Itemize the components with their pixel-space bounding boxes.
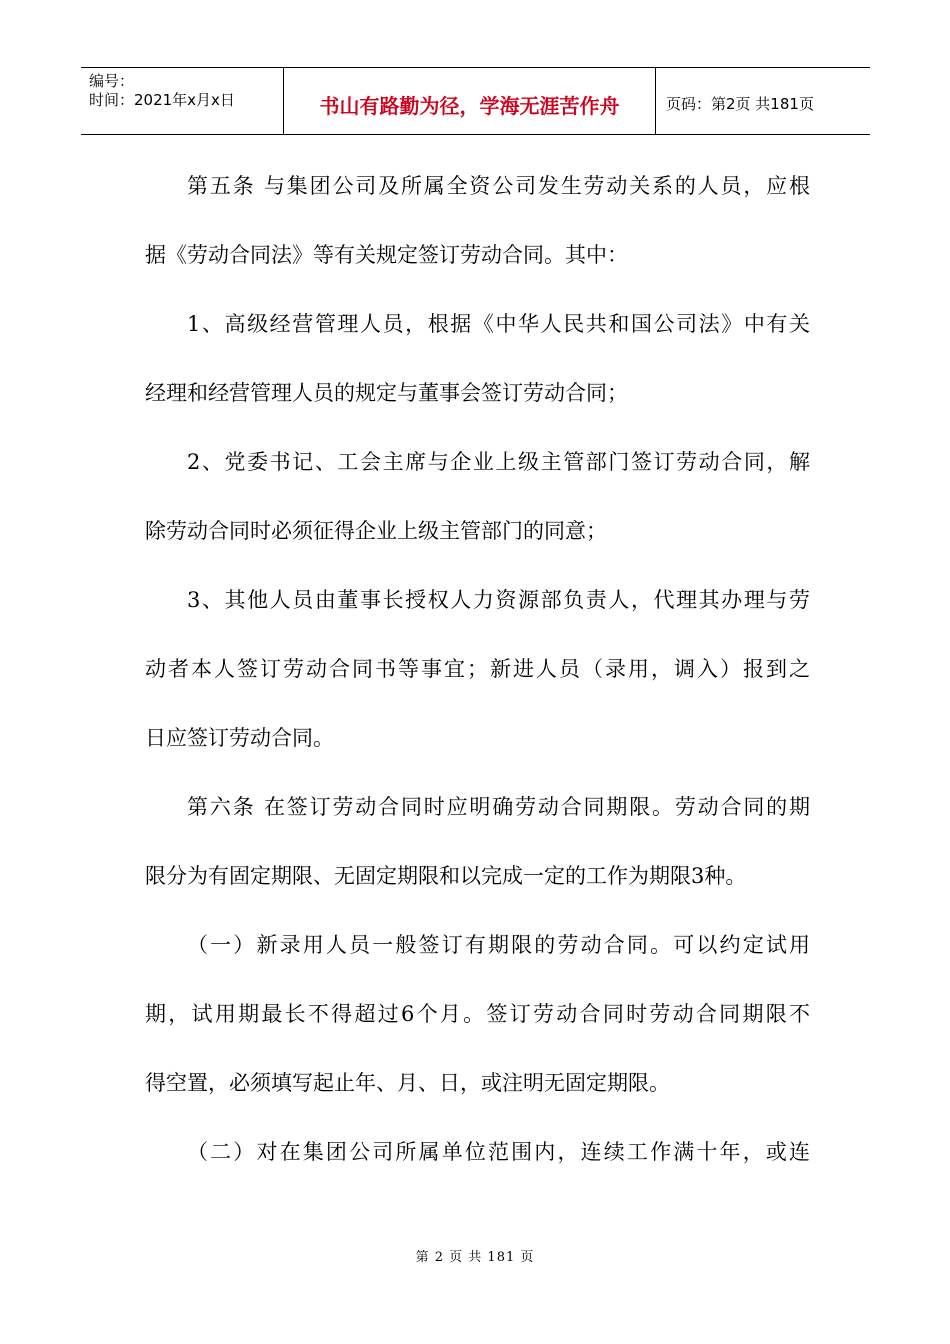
- date-label: 时间：2021年x月x日: [89, 91, 235, 109]
- header-motto: 书山有路勤为径，学海无涯苦作舟: [319, 93, 620, 118]
- text-line: 3、其他人员由董事长授权人力资源部负责人，代理其办理与劳: [187, 588, 810, 612]
- text-line: 得空置，必须填写起止年、月、日，或注明无固定期限。: [145, 1071, 670, 1095]
- page-footer: [0, 1246, 950, 1265]
- page-header: [81, 67, 870, 135]
- text-line: 期，试用期最长不得超过6个月。签订劳动合同时劳动合同期限不: [145, 1002, 810, 1026]
- document-body: [145, 152, 810, 1187]
- text-line: 经理和经营管理人员的规定与董事会签订劳动合同；: [145, 381, 628, 405]
- text-line: 1、高级经营管理人员，根据《中华人民共和国公司法》中有关: [187, 312, 810, 336]
- text-line: 日应签订劳动合同。: [145, 726, 334, 750]
- header-meta-cell: [81, 68, 284, 134]
- header-page-cell: [656, 68, 870, 134]
- text-line: 第五条 与集团公司及所属全资公司发生劳动关系的人员，应根: [187, 174, 810, 198]
- text-line: 2、党委书记、工会主席与企业上级主管部门签订劳动合同，解: [187, 450, 810, 474]
- text-line: 动者本人签订劳动合同书等事宜；新进人员（录用，调入）报到之: [145, 657, 810, 681]
- text-line: 除劳动合同时必须征得企业上级主管部门的同意；: [145, 519, 607, 543]
- text-line: 第六条 在签订劳动合同时应明确劳动合同期限。劳动合同的期: [187, 795, 810, 819]
- text-line: （二）对在集团公司所属单位范围内，连续工作满十年，或连: [187, 1140, 810, 1164]
- text-line: 限分为有固定期限、无固定期限和以完成一定的工作为期限3种。: [145, 864, 747, 888]
- header-page-info: 页码：第2页 共181页: [666, 94, 814, 113]
- text-line: （一）新录用人员一般签订有期限的劳动合同。可以约定试用: [187, 933, 810, 957]
- number-label: 编号：: [89, 72, 135, 90]
- text-line: 据《劳动合同法》等有关规定签订劳动合同。其中：: [145, 243, 628, 267]
- footer-page-number: 第 2 页 共 181 页: [415, 1250, 535, 1265]
- header-motto-cell: [284, 68, 656, 134]
